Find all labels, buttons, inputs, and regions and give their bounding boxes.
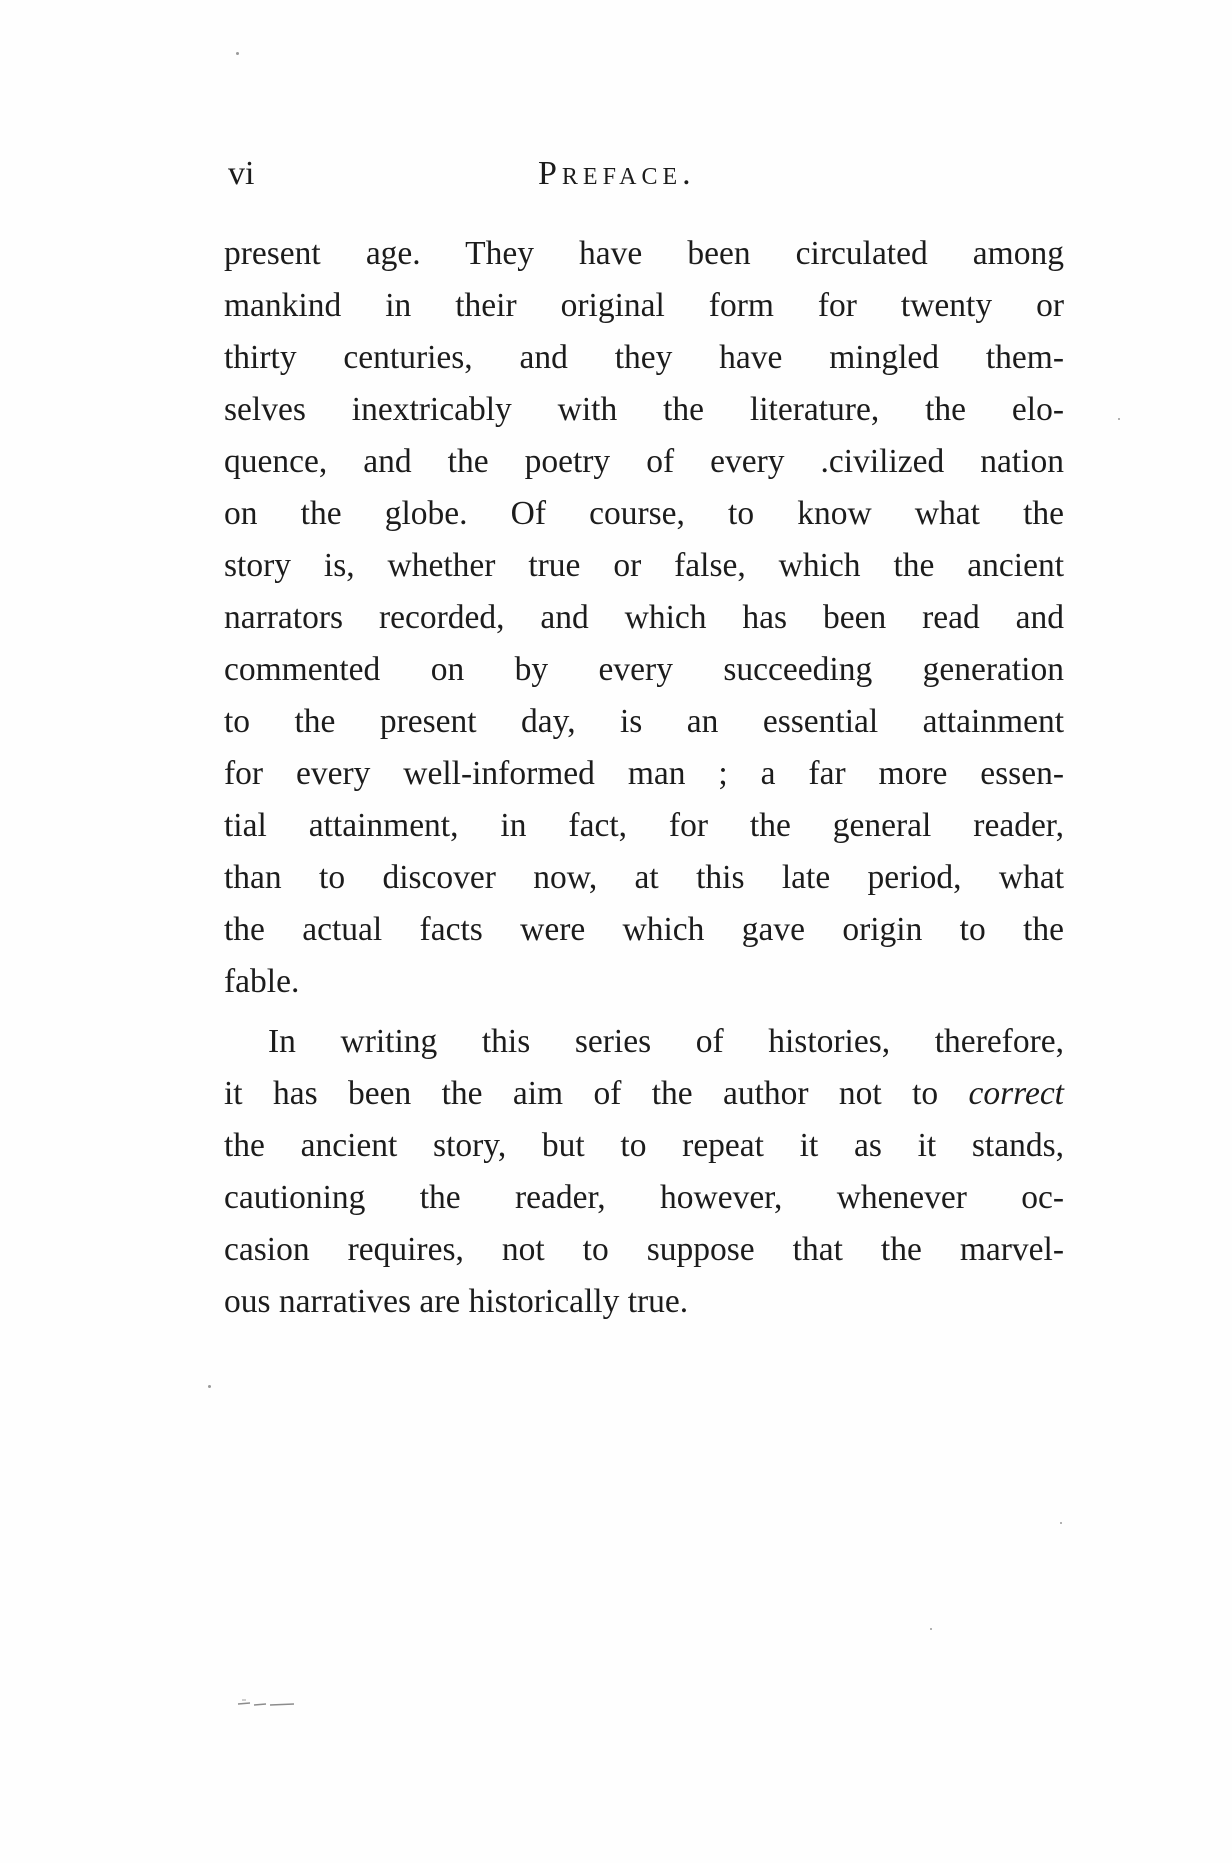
ink-mark [236,1698,298,1708]
text-line: than to discover now, at this late period, what [224,859,1064,896]
paper-speck [208,1385,211,1388]
text-line: commented on by every succeeding generation [224,651,1064,688]
text-line [224,1068,1064,1120]
page-number: vi [228,155,255,192]
text-line: for every well-informed man ; a far more essen- [224,755,1064,792]
body-text [224,228,1064,1328]
paragraph [224,228,1064,1008]
text-line: casion requires, not to suppose that the marvel- [224,1231,1064,1268]
text-line: narrators recorded, and which has been read and [224,599,1064,636]
paper-speck [236,52,239,55]
text-line: on the globe. Of course, to know what the [224,495,1064,532]
paper-speck [1118,418,1120,420]
text-line: the ancient story, but to repeat it as it stands, [224,1127,1064,1164]
running-head [228,150,1064,198]
text-line: present age. They have been circulated among [224,235,1064,272]
italic-word: correct [968,1075,1064,1112]
text-segment: it has been the aim of the author not to [224,1075,969,1112]
text-line: selves inextricably with the literature, the elo- [224,391,1064,428]
text-line: fable. [224,963,300,1000]
text-line: cautioning the reader, however, whenever oc- [224,1179,1064,1216]
text-line: to the present day, is an essential attainment [224,703,1064,740]
text-line: story is, whether true or false, which the ancient [224,547,1064,584]
text-line: tial attainment, in fact, for the general reader, [224,807,1064,844]
text-line: the actual facts were which gave origin to the [224,911,1064,948]
text-line: mankind in their original form for twenty or [224,287,1064,324]
text-line: quence, and the poetry of every .civilized nation [224,443,1064,480]
paragraph [224,1016,1064,1328]
paper-speck [1060,1522,1062,1524]
text-line: thirty centuries, and they have mingled them- [224,339,1064,376]
running-title: Preface. [538,155,696,192]
paper-speck [930,1628,932,1630]
text-line: In writing this series of histories, therefore, [268,1023,1064,1060]
text-line: ous narratives are historically true. [224,1283,689,1320]
paragraph-gap [224,1008,1064,1016]
